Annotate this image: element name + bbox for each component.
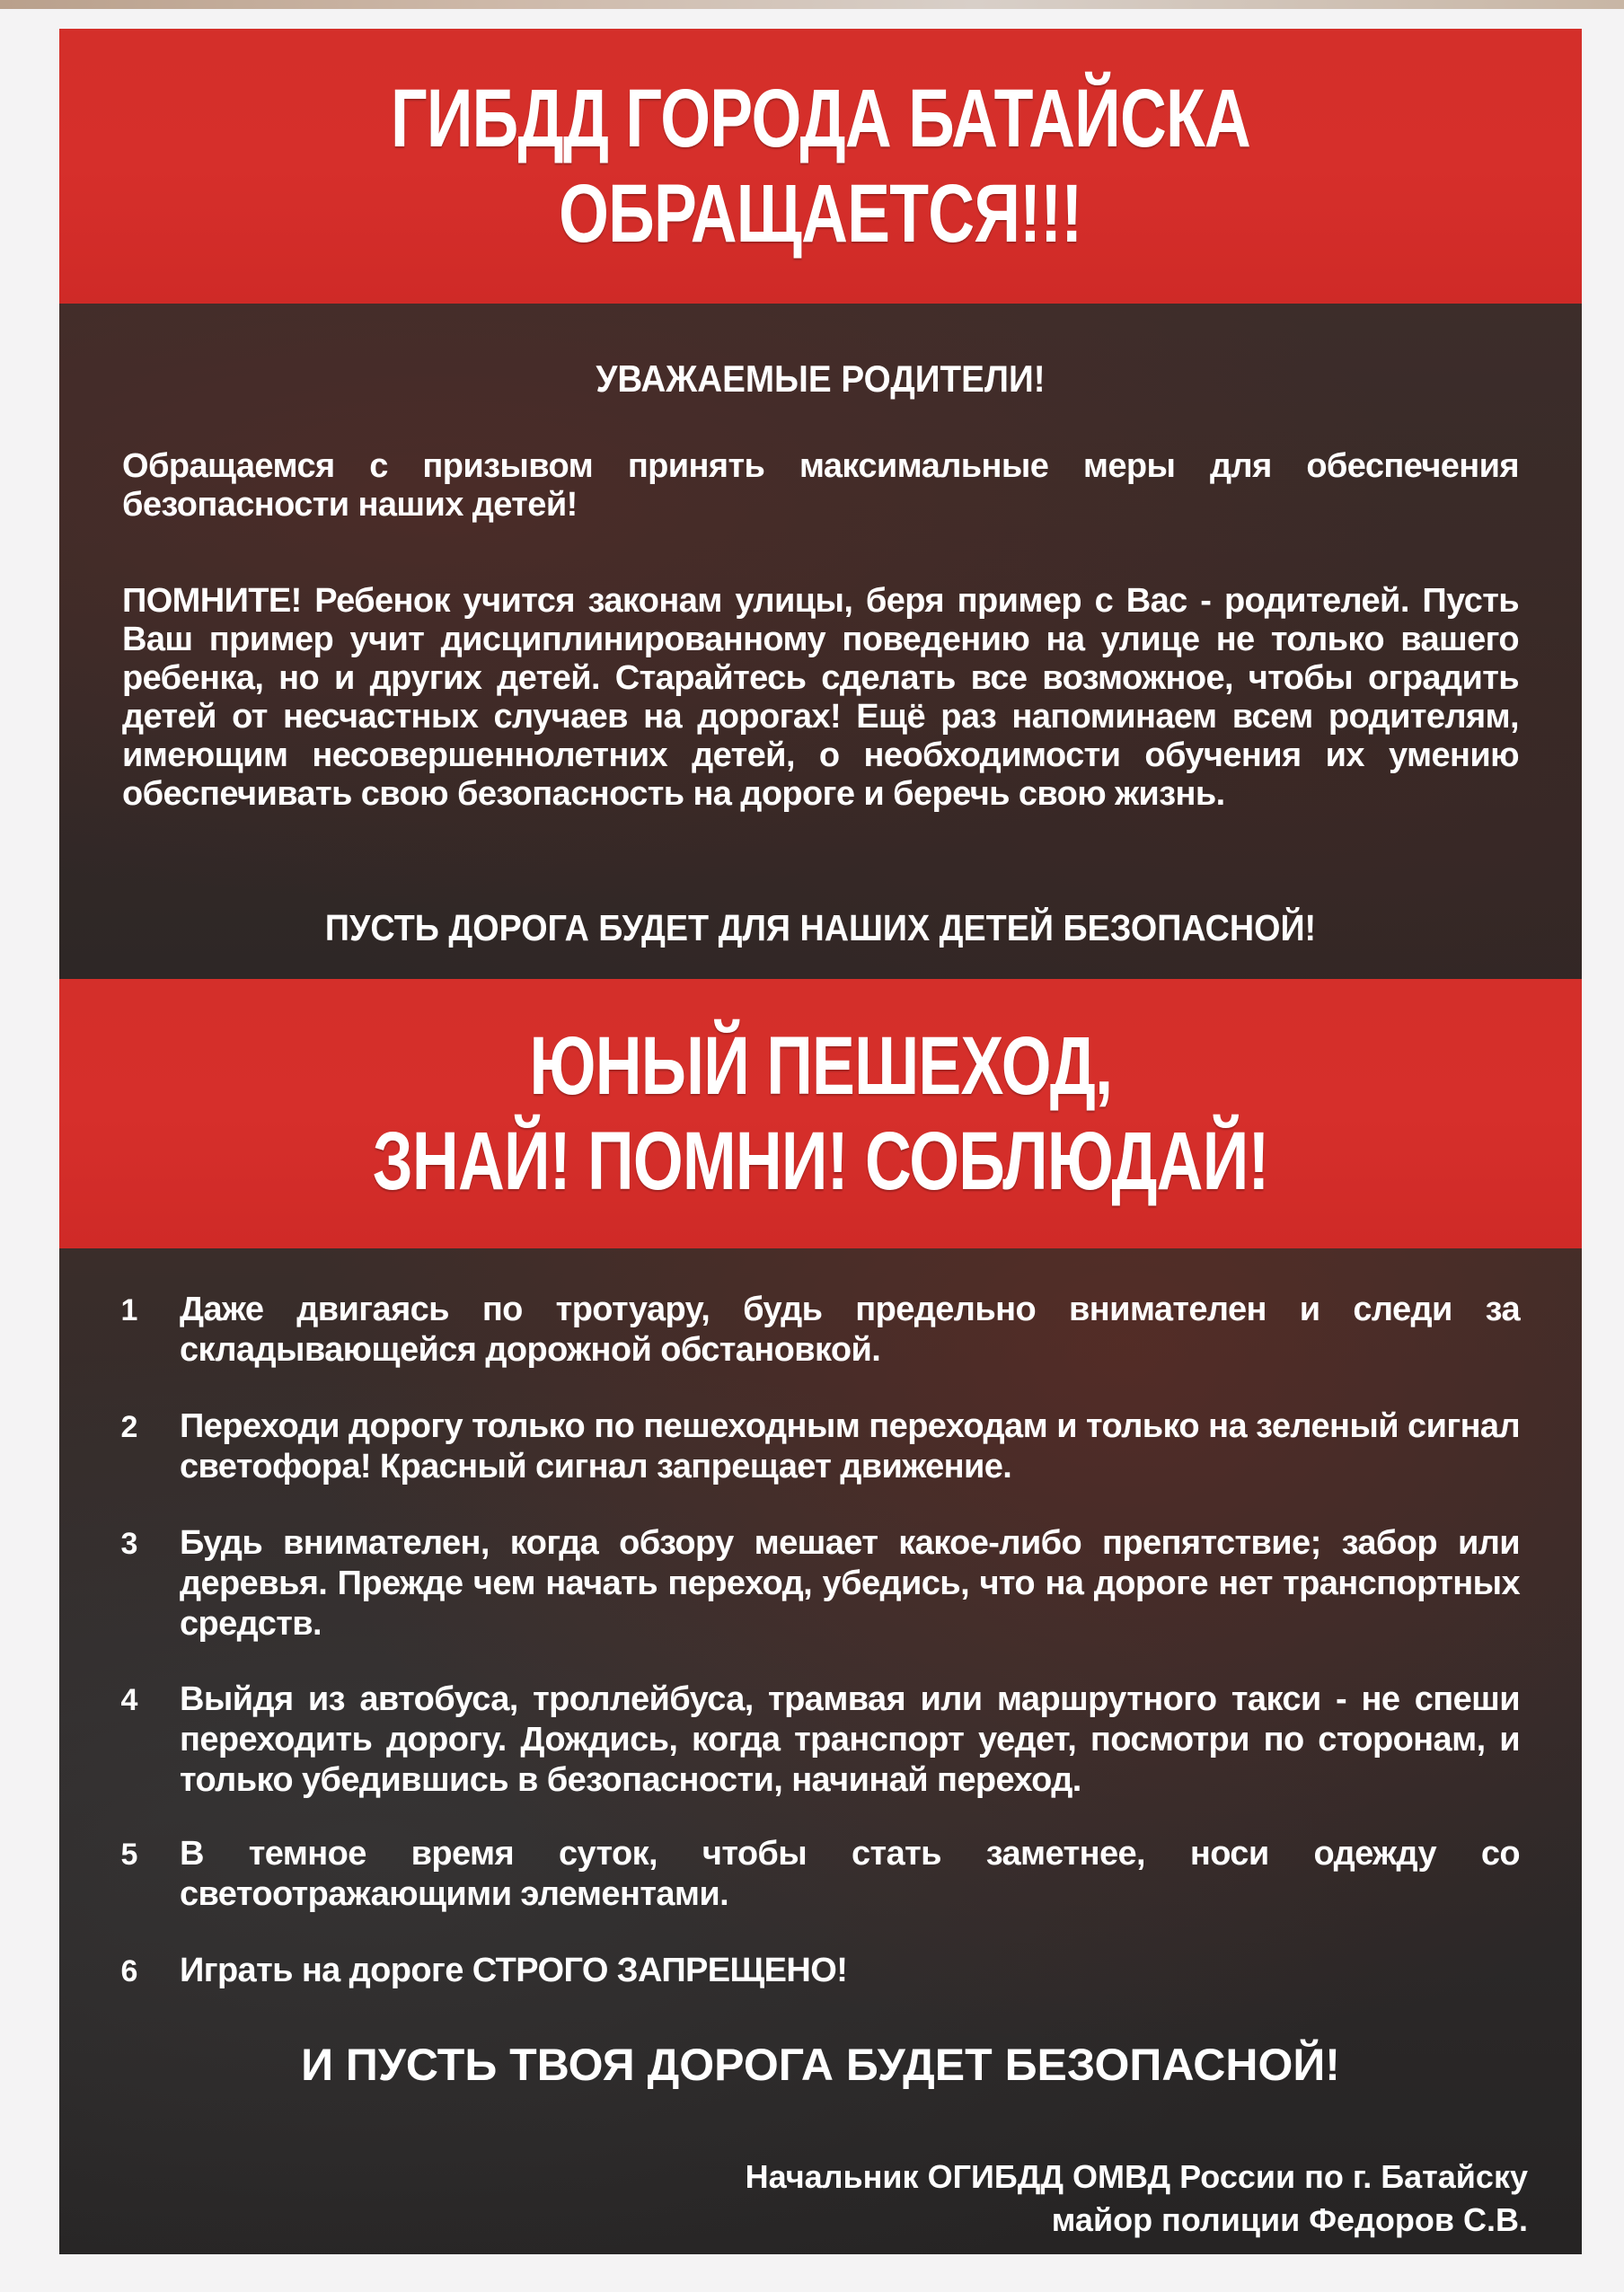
rule-number: 1 (120, 1293, 138, 1327)
rule-text: В темное время суток, чтобы стать заметнее, носи одежду со светоотражающими элементами. (180, 1835, 1520, 1913)
pedestrian-title-band (59, 979, 1582, 1248)
rule-item (102, 1406, 1520, 1487)
rule-item (102, 1290, 1520, 1371)
rule-text: Выйдя из автобуса, троллейбуса, трамвая или маршрутного такси - не спеши переходить дорогу. Дождись, когда транспорт уедет, посмотри по сторонам, и только убедившись в безопасности, начинай переход. (180, 1680, 1520, 1799)
signature-line2: майор полиции Федоров С.В. (1051, 2201, 1528, 2238)
rule-text: Даже двигаясь по тротуару, будь предельно внимателен и следи за складывающейся дорожной обстановкой. (180, 1291, 1520, 1369)
signature-line1: Начальник ОГИБДД ОМВД России по г. Батайску (745, 2158, 1528, 2195)
pedestrian-title-line1: ЮНЫЙ ПЕШЕХОД, (529, 1020, 1112, 1112)
rule-item (102, 1834, 1520, 1915)
parents-appeal: Обращаемся с призывом принять максимальные меры для обеспечения безопасности наших детей! (122, 447, 1519, 524)
rules-section (59, 1248, 1582, 2254)
rule-item (102, 1679, 1520, 1801)
signature-block (746, 2155, 1528, 2242)
rule-number: 3 (120, 1527, 138, 1561)
poster (59, 29, 1582, 2254)
rule-text: Играть на дороге СТРОГО ЗАПРЕЩЕНО! (180, 1952, 848, 1989)
rule-text: Будь внимателен, когда обзору мешает какое-либо препятствие; забор или деревья. Прежде чем начать переход, убедись, что на дороге нет транспортных средств. (180, 1524, 1520, 1643)
header-title-line2: ОБРАЩАЕТСЯ!!! (559, 168, 1082, 260)
rule-text: Переходи дорогу только по пешеходным переходам и только на зеленый сигнал светофора! Красный сигнал запрещает движение. (180, 1407, 1520, 1485)
closing-slogan: И ПУСТЬ ТВОЯ ДОРОГА БУДЕТ БЕЗОПАСНОЙ! (301, 2040, 1340, 2090)
rule-number: 2 (120, 1410, 138, 1444)
rule-number: 4 (120, 1683, 138, 1717)
rule-item (102, 1951, 1520, 1992)
paper-top-edge (0, 0, 1624, 9)
rule-item (102, 1523, 1520, 1644)
parents-heading: УВАЖАЕМЫЕ РОДИТЕЛИ! (596, 357, 1046, 400)
parents-slogan: ПУСТЬ ДОРОГА БУДЕТ ДЛЯ НАШИХ ДЕТЕЙ БЕЗОПАСНОЙ! (324, 907, 1317, 948)
rule-number: 5 (120, 1838, 138, 1872)
pedestrian-title-line2: ЗНАЙ! ПОМНИ! СОБЛЮДАЙ! (372, 1115, 1269, 1207)
parents-section (59, 304, 1582, 979)
parents-remember: ПОМНИТЕ! Ребенок учится законам улицы, беря пример с Вас - родителей. Пусть Ваш пример учит дисциплинированному поведению на улице не только вашего ребенка, но и других детей. Старайтесь сделать все возможное, чтобы оградить детей от несчастных случаев на дорогах! Ещё раз напоминаем всем родителям, имеющим несовершеннолетних детей, о необходимости обучения их умению обеспечивать свою безопасность на дороге и беречь свою жизнь. (122, 582, 1519, 813)
header-band (59, 29, 1582, 304)
header-title-line1: ГИБДД ГОРОДА БАТАЙСКА (390, 73, 1251, 164)
rule-number: 6 (120, 1954, 138, 1988)
